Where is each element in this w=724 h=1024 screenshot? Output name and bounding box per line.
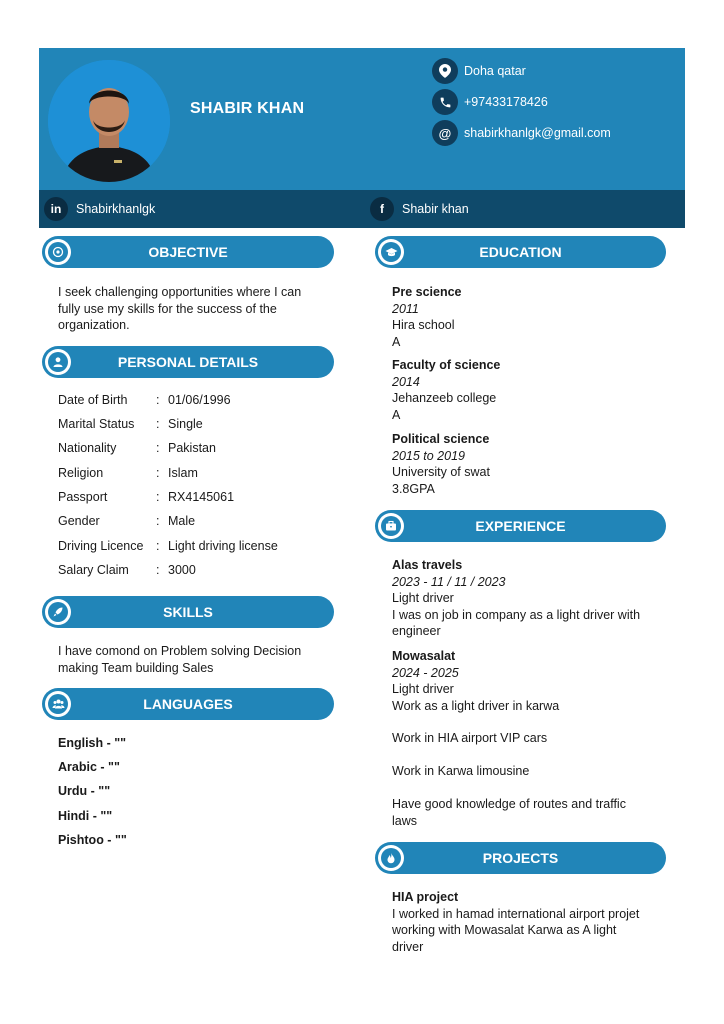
entry-title: Alas travels	[392, 558, 463, 572]
at-sign-icon: @	[432, 120, 458, 146]
row-value: Pakistan	[168, 441, 216, 455]
skills-text	[58, 643, 301, 676]
user-icon	[45, 349, 71, 375]
target-icon	[45, 239, 71, 265]
contact-location	[432, 58, 526, 84]
facebook-icon: f	[370, 197, 394, 221]
personal-row	[58, 393, 231, 407]
section-personal-details	[42, 346, 334, 378]
section-title: EXPERIENCE	[475, 518, 566, 534]
row-value: 3000	[168, 563, 196, 577]
language-item: Pishtoo - ""	[58, 833, 127, 847]
colon: :	[156, 490, 160, 504]
phone-icon	[432, 89, 458, 115]
entry-date: 2023 - 11 / 11 / 2023	[392, 574, 506, 589]
entry-description: driver	[392, 939, 424, 954]
facebook-link[interactable]	[370, 196, 469, 222]
section-title: LANGUAGES	[143, 696, 233, 712]
text-line: making Team building Sales	[58, 660, 214, 675]
row-label: Marital Status	[58, 417, 135, 431]
row-value: Single	[168, 417, 203, 431]
section-projects	[375, 842, 666, 874]
contact-email	[432, 120, 611, 146]
personal-row	[58, 466, 198, 480]
entry-title: Mowasalat	[392, 649, 456, 663]
entry-description: engineer	[392, 624, 441, 638]
objective-text	[58, 284, 301, 334]
experience-note: Work in Karwa limousine	[392, 764, 530, 778]
entry-place: Jehanzeeb college	[392, 391, 497, 405]
text-line: I have comond on Problem solving Decision	[58, 644, 302, 658]
phone-text[interactable]: +97433178426	[464, 95, 548, 109]
entry-date: 2011	[392, 301, 419, 316]
row-label: Gender	[58, 514, 100, 528]
row-label: Date of Birth	[58, 393, 128, 407]
entry-date: 2014	[392, 374, 420, 389]
text-line: organization.	[58, 318, 130, 332]
colon: :	[156, 514, 160, 528]
section-objective	[42, 236, 334, 268]
entry-grade: A	[392, 407, 401, 422]
colon: :	[156, 441, 160, 455]
personal-row	[58, 514, 195, 528]
entry-description: I was on job in company as a light driver with	[392, 607, 641, 622]
experience-note: laws	[392, 814, 418, 828]
briefcase-icon	[378, 513, 404, 539]
entry-place: Hira school	[392, 318, 455, 332]
section-title: OBJECTIVE	[148, 244, 228, 260]
personal-row	[58, 539, 278, 553]
graduation-cap-icon	[378, 239, 404, 265]
entry-place: University of swat	[392, 465, 490, 479]
entry-title: Pre science	[392, 285, 462, 299]
section-education	[375, 236, 666, 268]
row-label: Driving Licence	[58, 539, 144, 553]
entry-date: 2024 - 2025	[392, 665, 459, 680]
flame-icon	[378, 845, 404, 871]
linkedin-text[interactable]: Shabirkhanlgk	[76, 202, 156, 216]
linkedin-link[interactable]	[44, 196, 155, 222]
language-item: Arabic - ""	[58, 760, 120, 774]
entry-grade: A	[392, 334, 401, 349]
section-skills	[42, 596, 334, 628]
entry-role: Light driver	[392, 591, 454, 605]
row-label: Salary Claim	[58, 563, 129, 577]
entry-title: Faculty of science	[392, 358, 501, 372]
row-value: Light driving license	[168, 539, 278, 553]
colon: :	[156, 417, 160, 431]
resume-header	[39, 48, 685, 190]
colon: :	[156, 393, 160, 407]
experience-entry	[392, 648, 559, 714]
experience-note: Have good knowledge of routes and traffic	[392, 797, 626, 811]
entry-date: 2015 to 2019	[392, 448, 465, 463]
personal-row	[58, 490, 234, 504]
section-languages	[42, 688, 334, 720]
colon: :	[156, 563, 160, 577]
location-pin-icon	[432, 58, 458, 84]
education-entry	[392, 431, 490, 497]
entry-description: working with Mowasalat Karwa as A light	[392, 923, 617, 937]
linkedin-icon: in	[44, 197, 68, 221]
row-value: Islam	[168, 466, 198, 480]
project-entry	[392, 889, 639, 955]
personal-row	[58, 417, 203, 431]
section-title: PROJECTS	[482, 850, 559, 866]
full-name: SHABIR KHAN	[190, 100, 305, 117]
social-bar	[39, 190, 685, 228]
email-text[interactable]: shabirkhanlgk@gmail.com	[464, 126, 611, 140]
entry-description: Work as a light driver in karwa	[392, 698, 560, 713]
section-title: PERSONAL DETAILS	[117, 354, 259, 370]
colon: :	[156, 466, 160, 480]
row-label: Passport	[58, 490, 108, 504]
section-title: SKILLS	[163, 604, 213, 620]
row-value: 01/06/1996	[168, 393, 231, 407]
entry-description: I worked in hamad international airport projet	[392, 906, 640, 921]
section-title: EDUCATION	[479, 244, 562, 260]
row-label: Religion	[58, 466, 104, 480]
contact-phone	[432, 89, 548, 115]
experience-note: Work in HIA airport VIP cars	[392, 731, 548, 745]
education-entry	[392, 357, 500, 423]
facebook-text[interactable]: Shabir khan	[402, 202, 469, 216]
location-text: Doha qatar	[464, 64, 526, 78]
profile-photo	[48, 60, 170, 182]
personal-row	[58, 441, 216, 455]
education-entry	[392, 284, 462, 350]
language-item: Hindi - ""	[58, 809, 113, 823]
language-item: Urdu - ""	[58, 784, 111, 798]
entry-grade: 3.8GPA	[392, 481, 435, 496]
row-label: Nationality	[58, 441, 117, 455]
row-value: Male	[168, 514, 196, 528]
rocket-icon	[45, 599, 71, 625]
text-line: fully use my skills for the success of the	[58, 301, 277, 316]
entry-title: Political science	[392, 432, 490, 446]
colon: :	[156, 539, 160, 553]
text-line: I seek challenging opportunities where I can	[58, 285, 302, 299]
entry-role: Light driver	[392, 682, 454, 696]
personal-row	[58, 563, 196, 577]
section-experience	[375, 510, 666, 542]
experience-entry	[392, 557, 640, 640]
language-item: English - ""	[58, 736, 127, 750]
row-value: RX4145061	[168, 490, 235, 504]
people-group-icon	[45, 691, 71, 717]
entry-title: HIA project	[392, 890, 459, 904]
